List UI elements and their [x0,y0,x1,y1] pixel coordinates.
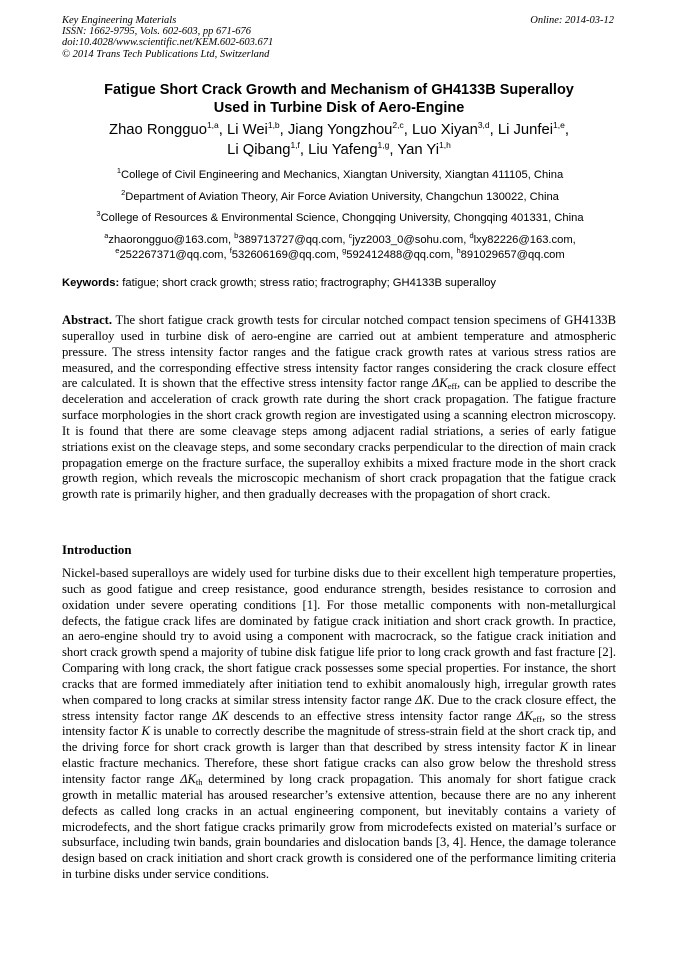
intro-text: Nickel-based superalloys are widely used for turbine disks due to their excellent high temperature properties, such as good fatigue and creep resistance, good endurance strength, besides resistance to corrosion and oxidation under severe operating conditions [1]. For those metallic components with non-metallurgical defects, the fatigue crack lifes are dominated by fatigue crack initiation and short crack growth. In practice, an aero-engine should try to avoid using a component with macrocrack, so the fatigue crack initiation and short crack growth spend a majority of tubine disk fatigue life prior to long crack growth and fast fracture [2]. Comparing with long crack, the short fatigue crack possesses some special properties. For instance, the short cracks that are formed immediately after initiation tend to exhibit anomalously high, irregular growth rates when compared to long cracks at similar stress intensity factor range [62,566,616,707]
author-sup: 1,a [206,120,219,130]
affiliation-text: College of Resources & Environmental Science, Chongqing University, Chongqing 401331, China [100,212,584,224]
abstract-text: , can be applied to describe the deceleration and acceleration of crack growth rate during the short crack propagation. The fatigue fracture surface morphologies in the short crack growth region are investigated using a scanning electron microscopy. It is found that there are some cleavage steps among adjacent radial striations, a series of early fatigue striations exist on the cleavage steps, and some secondary cracks perpendicular to the direction of main crack propagation emerge on the fracture surface, the superalloy exhibits a mixed fracture mode in the short crack growth region, which reveals the microscopic mechanism of short crack propagation that the fatigue crack growth rate is primarily higher, and then gradually decreases with the propagation of short crack. [62,376,616,502]
doi-line: doi:10.4028/www.scientific.net/KEM.602-603.671 [62,37,274,49]
keywords-label: Keywords: [62,277,120,289]
keywords-text: fatigue; short crack growth; stress ratio; fractrography; GH4133B superalloy [119,277,497,289]
email-sup: d [469,231,474,240]
affiliation-sup: 1 [116,166,121,175]
author-sup: 2,c [392,120,404,130]
intro-subscript: eff [532,713,542,724]
email-sup: b [234,231,239,240]
author-name: Li Qibang [227,142,291,158]
intro-text: . Due to the crack closure effect, the stress intensity factor range [62,692,616,723]
keywords [62,276,622,290]
author-sup: 3,d [477,120,490,130]
intro-text: determined by long crack propagation. This anomaly for short fatigue crack growth in metallic material has aroused researcher’s extensive attention, because there are no any inherent defects as called long cracks in an actual engineering component, but inevitably contains a variety of microdefects, and the short fatigue cracks primarily grow from microdefects existed on material’s surface or subsurface, including twin bands, grain boundaries and dislocation bands [3, 4]. Hence, the damage tolerance design based on crack initiation and short crack growth is considered one of the performance limiting criteria in turbine disks under service conditions. [62,771,616,882]
abstract [62,313,616,503]
email-address[interactable]: jyz2003_0@sohu.com, [352,234,470,246]
intro-math: K [559,740,568,755]
author-sup: 1,f [290,140,300,150]
intro-text: descends to an effective stress intensity factor range [228,708,517,723]
intro-text: is unable to correctly describe the magnitude of stress-strain field at the short crack tip, and the driving force for short crack growth is larger than that described by stress intensity factor [62,724,616,755]
email-line-1 [40,233,640,248]
issn-line: ISSN: 1662-9795, Vols. 602-603, pp 671-676 [62,26,251,38]
abstract-label: Abstract. [62,313,113,327]
author-sep: , [489,122,498,138]
author-sup: 1,g [377,140,390,150]
title-line-2: Used in Turbine Disk of Aero-Engine [213,100,465,116]
intro-math: ΔK [415,692,432,707]
email-sup: g [342,246,347,255]
author-sup: 1,b [267,120,280,130]
email-address[interactable]: zhaorongguo@163.com, [108,234,235,246]
intro-subscript: th [195,776,203,787]
author-sup: 1,h [439,140,451,150]
author-name: Zhao Rongguo [109,122,207,138]
author-sep: , [279,122,288,138]
author-name: Jiang Yongzhou [287,122,393,138]
intro-math: K [141,724,150,739]
title-line-1: Fatigue Short Crack Growth and Mechanism of GH4133B Superalloy [104,82,574,98]
paper-title [62,81,616,117]
introduction-body [62,566,616,883]
email-address[interactable]: 252267371@qq.com, [119,249,230,261]
author-list [62,120,616,160]
author-name: Yan Yi [397,142,440,158]
email-sup: a [104,231,109,240]
email-address[interactable]: 532606169@qq.com, [231,249,343,261]
intro-math: ΔK [516,708,533,723]
author-name: Luo Xiyan [412,122,478,138]
affiliation-text: Department of Aviation Theory, Air Force Aviation University, Changchun 130022, China [125,191,559,203]
email-address[interactable]: 389713727@qq.com, [238,234,349,246]
online-date: Online: 2014-03-12 [530,15,614,26]
email-address[interactable]: 592412488@qq.com, [346,249,457,261]
journal-name: Key Engineering Materials [62,15,177,26]
abstract-subscript: eff [447,381,457,392]
author-sep: , [218,122,227,138]
affiliation-1 [40,168,640,182]
email-sup: h [456,246,461,255]
affiliation-sup: 2 [121,188,126,197]
author-name: Liu Yafeng [308,142,378,158]
email-line-2 [40,248,640,263]
author-line-2 [62,140,616,160]
affiliation-3 [40,211,640,225]
affiliation-2 [40,190,640,204]
author-sup: 1,e [553,120,565,130]
email-list [40,233,640,263]
email-address[interactable]: lxy82226@163.com, [473,234,576,246]
author-sep: , [389,142,398,158]
abstract-symbol: ΔK [431,376,448,391]
email-sup: e [115,246,120,255]
author-sep: , [403,122,412,138]
intro-math: ΔK [180,771,196,786]
affiliation-sup: 3 [96,209,101,218]
affiliation-text: College of Civil Engineering and Mechanics, Xiangtan University, Xiangtan 411105, China [121,169,564,181]
author-name: Li Wei [227,122,268,138]
intro-text: in linear elastic fracture mechanics. Therefore, these short fatigue cracks can also grow below the threshold stress intensity factor range [62,740,616,786]
author-sep: , [564,122,569,138]
email-address[interactable]: 891029657@qq.com [460,249,565,261]
abstract-text: The short fatigue crack growth tests for circular notched compact tension specimens of GH4133B superalloy used in turbine disk of aero-engine are carried out at ambient temperature and atmospheric pressure. The stress intensity factor ranges and the fatigue crack growth rates at various stress ratios are measured, and the corresponding effective stress intensity factor ranges considering the crack closure effect are calculated. It is shown that the effective stress intensity factor range [62,313,616,391]
email-sup: f [229,246,232,255]
journal-header [62,15,273,60]
email-sup: c [348,231,353,240]
author-name: Li Junfei [497,122,554,138]
section-heading: Introduction [62,543,132,557]
copyright-line: © 2014 Trans Tech Publications Ltd, Switzerland [62,48,270,60]
author-line-1 [62,120,616,140]
intro-math: ΔK [212,708,229,723]
intro-text: , so the stress intensity factor [62,708,616,739]
author-sep: , [299,142,309,158]
